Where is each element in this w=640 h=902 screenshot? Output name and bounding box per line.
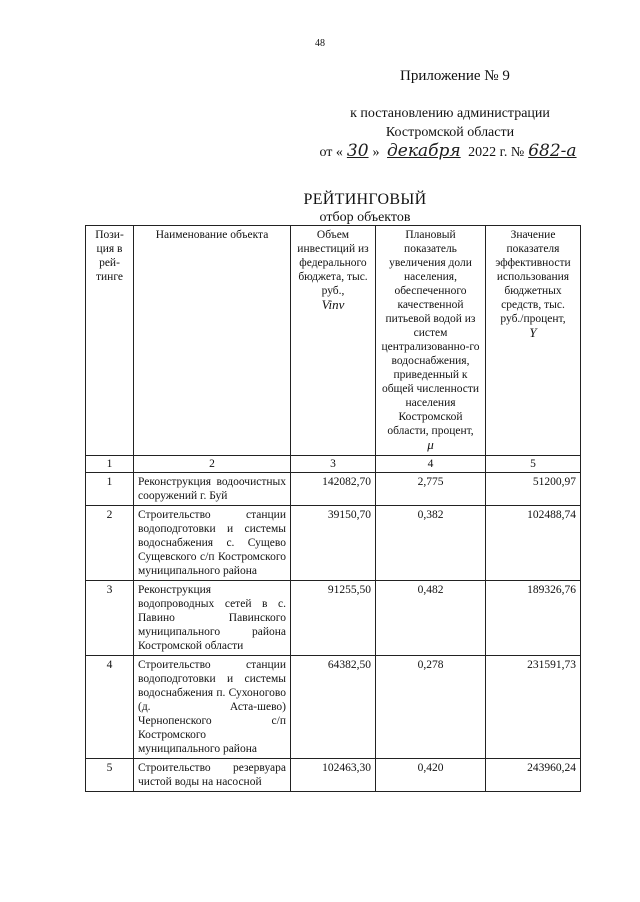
header-name: Наименование объекта: [134, 226, 291, 456]
decree-line-1: к постановлению администрации: [350, 106, 550, 121]
cell-share: 0,420: [376, 759, 486, 792]
decree-from: от «: [319, 145, 343, 160]
table-row: [86, 656, 581, 759]
appendix-title: Приложение № 9: [400, 68, 510, 84]
column-number: 4: [376, 456, 486, 473]
cell-investment: 64382,50: [291, 656, 376, 759]
table-row: [86, 759, 581, 792]
decree-day: 30: [346, 141, 369, 161]
table-header-row: [86, 226, 581, 456]
rating-table: [85, 225, 581, 792]
cell-efficiency: 243960,24: [486, 759, 581, 792]
decree-line-3: [300, 142, 600, 162]
cell-investment: 102463,30: [291, 759, 376, 792]
cell-position: 1: [86, 473, 134, 506]
cell-name: Строительство резервуара чистой воды на насосной: [134, 759, 291, 792]
table-row: [86, 473, 581, 506]
header-position: Пози-ция в рей-тинге: [86, 226, 134, 456]
column-number: 2: [134, 456, 291, 473]
heading-title: РЕЙТИНГОВЫЙ: [303, 191, 427, 208]
cell-share: 0,482: [376, 581, 486, 656]
document-heading: [240, 190, 490, 226]
cell-efficiency: 102488,74: [486, 506, 581, 581]
table-row: [86, 506, 581, 581]
cell-position: 2: [86, 506, 134, 581]
cell-name: Строительство станции водоподготовки и системы водоснабжения п. Сухоногово (д. Аста-шево) Чернопенского с/п Костромского муниципального района: [134, 656, 291, 759]
cell-share: 2,775: [376, 473, 486, 506]
decree-month: декабря: [387, 141, 461, 161]
table-row: [86, 581, 581, 656]
header-share: Плановый показатель увеличения доли населения, обеспеченного качественной питьевой водой из систем централизованно-го водоснабжения, приведенный к общей численности населения Костромской области, процент, μ: [376, 226, 486, 456]
cell-name: Реконструкция водопроводных сетей в с. Павино Павинского муниципального района Костромской области: [134, 581, 291, 656]
share-symbol: μ: [427, 437, 434, 452]
cell-investment: 39150,70: [291, 506, 376, 581]
cell-share: 0,382: [376, 506, 486, 581]
cell-name: Реконструкция водоочистных сооружений г. Буй: [134, 473, 291, 506]
cell-investment: 91255,50: [291, 581, 376, 656]
column-number: 1: [86, 456, 134, 473]
header-efficiency: Значение показателя эффективности использования бюджетных средств, тыс. руб./процент, Y: [486, 226, 581, 456]
cell-position: 3: [86, 581, 134, 656]
investment-symbol: Vinv: [321, 297, 345, 312]
cell-position: 4: [86, 656, 134, 759]
decree-number: 682-а: [528, 141, 577, 161]
column-number: 3: [291, 456, 376, 473]
header-investment: Объем инвестиций из федерального бюджета, тыс. руб., Vinv: [291, 226, 376, 456]
efficiency-symbol: Y: [529, 325, 537, 340]
cell-efficiency: 51200,97: [486, 473, 581, 506]
cell-efficiency: 231591,73: [486, 656, 581, 759]
page-number: 48: [315, 38, 325, 49]
cell-share: 0,278: [376, 656, 486, 759]
decree-year: 2022 г. №: [468, 145, 525, 160]
cell-name: Строительство станции водоподготовки и системы водоснабжения с. Сущево Сущевского с/п Костромского муниципального района: [134, 506, 291, 581]
cell-efficiency: 189326,76: [486, 581, 581, 656]
decree-line-2: Костромской области: [385, 125, 515, 140]
heading-subtitle: отбор объектов: [319, 210, 411, 225]
column-number: 5: [486, 456, 581, 473]
decree-mid: »: [372, 145, 380, 160]
cell-position: 5: [86, 759, 134, 792]
cell-investment: 142082,70: [291, 473, 376, 506]
column-number-row: [86, 456, 581, 473]
decree-reference: [300, 104, 600, 162]
